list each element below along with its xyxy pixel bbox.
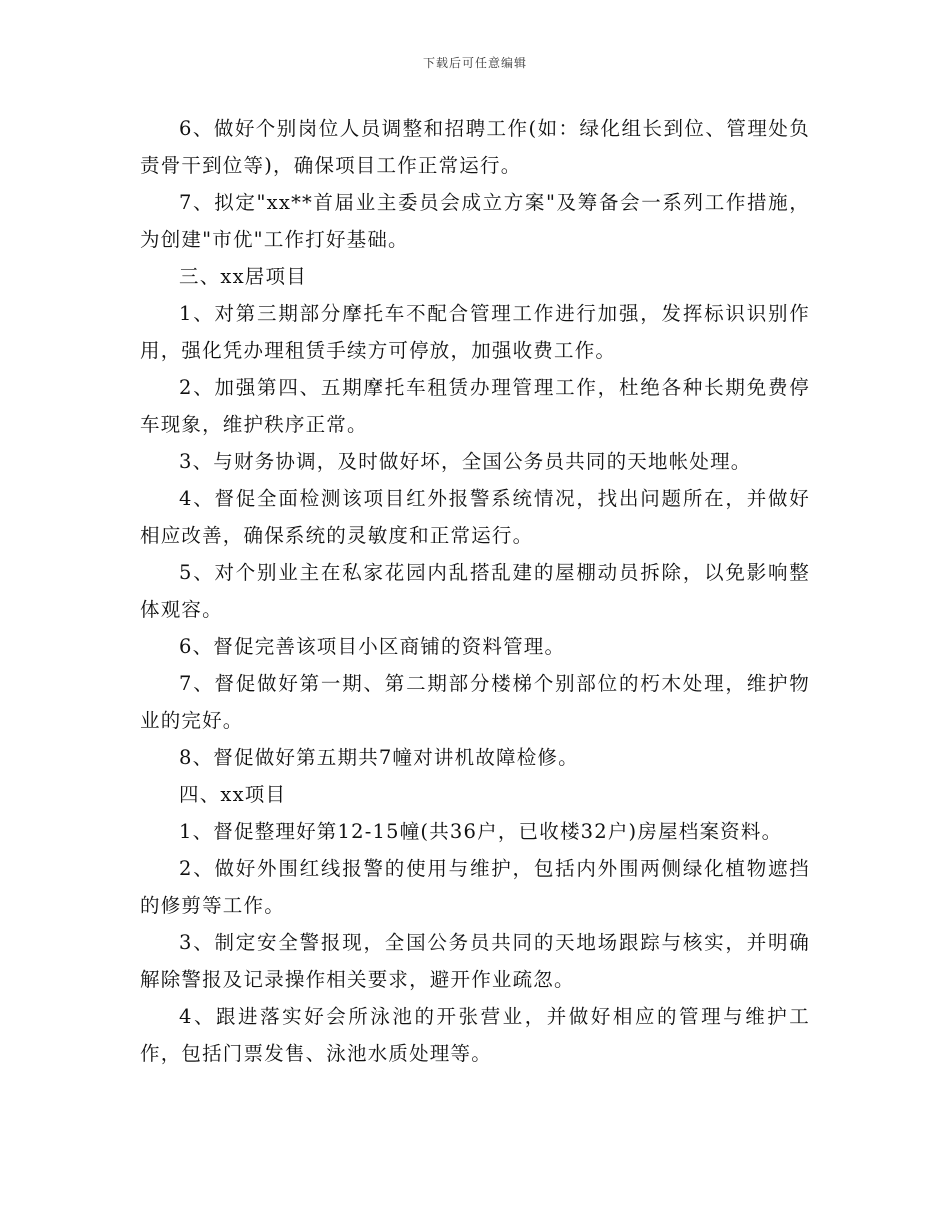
section-heading-4: 四、xx项目 [179, 783, 287, 806]
paragraph-item-1-motorcycle-management: 1、对第三期部分摩托车不配合管理工作进行加强，发挥标识识别作用，强化凭办理租赁手续方可停放，加强收费工作。 [140, 302, 810, 362]
paragraph-item-6-staffing: 6、做好个别岗位人员调整和招聘工作(如：绿化组长到位、管理处负责骨干到位等)，确保项目工作正常运行。 [140, 117, 810, 177]
paragraph-item-3-finance: 3、与财务协调，及时做好坏，全国公务员共同的天地帐处理。 [179, 450, 752, 473]
paragraph-item-2-rental-management: 2、加强第四、五期摩托车租赁办理管理工作，杜绝各种长期免费停车现象，维护秩序正常。 [140, 376, 810, 436]
page-header-note: 下载后可任意编辑 [422, 56, 527, 70]
section-heading-3: 三、xx居项目 [179, 265, 307, 288]
paragraph-item-8-intercom-repair: 8、督促做好第五期共7幢对讲机故障检修。 [179, 746, 579, 769]
paragraph-item-6-shop-records: 6、督促完善该项目小区商铺的资料管理。 [179, 635, 566, 658]
document-body [140, 110, 810, 1072]
paragraph-item-1-archives: 1、督促整理好第12-15幢(共36户，已收楼32户)房屋档案资料。 [179, 820, 783, 843]
paragraph-item-3-security-alarm: 3、制定安全警报现，全国公务员共同的天地场跟踪与核实，并明确解除警报及记录操作相关要求，避开作业疏忽。 [140, 931, 810, 991]
paragraph-item-2-perimeter-alarm: 2、做好外围红线报警的使用与维护，包括内外围两侧绿化植物遮挡的修剪等工作。 [140, 857, 810, 917]
paragraph-item-4-pool-opening: 4、跟进落实好会所泳池的开张营业，并做好相应的管理与维护工作，包括门票发售、泳池水质处理等。 [140, 1005, 810, 1065]
paragraph-item-7-stair-repair: 7、督促做好第一期、第二期部分楼梯个别部位的朽木处理，维护物业的完好。 [140, 672, 810, 732]
paragraph-item-7-owners-committee: 7、拟定"xx**首届业主委员会成立方案"及筹备会一系列工作措施，为创建"市优"工作打好基础。 [140, 191, 810, 251]
paragraph-item-4-alarm-system: 4、督促全面检测该项目红外报警系统情况，找出问题所在，并做好相应改善，确保系统的灵敏度和正常运行。 [140, 487, 810, 547]
paragraph-item-5-illegal-structures: 5、对个别业主在私家花园内乱搭乱建的屋棚动员拆除，以免影响整体观容。 [140, 561, 810, 621]
